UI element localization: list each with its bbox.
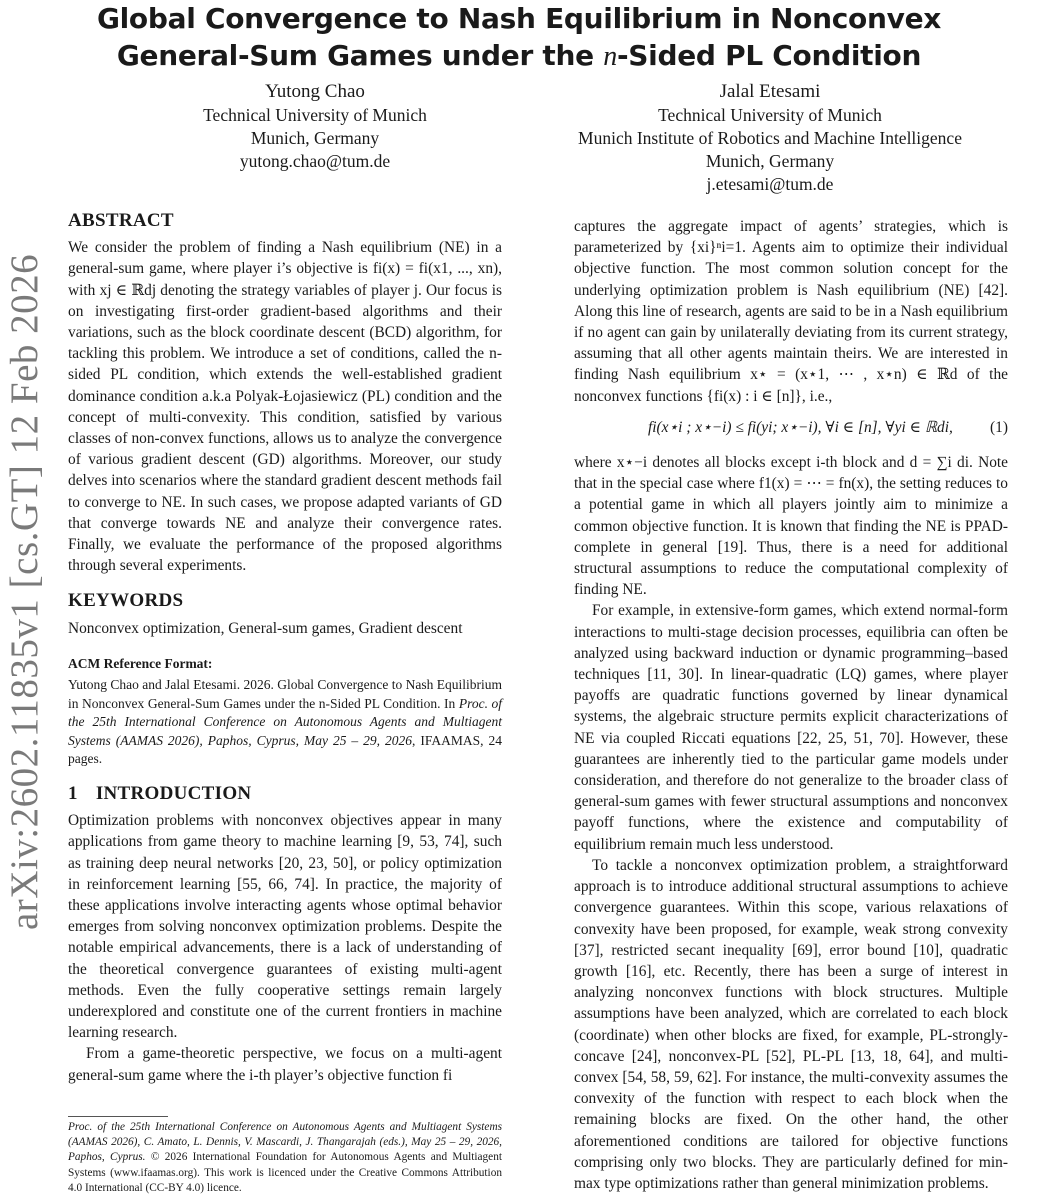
footnote-rule xyxy=(68,1116,168,1117)
author-location: Munich, Germany xyxy=(250,128,380,148)
right-column xyxy=(574,216,1008,1194)
section-number: 1 xyxy=(68,783,78,805)
title-line-1: Global Convergence to Nash Equilibrium in Nonconvex xyxy=(96,2,942,35)
arxiv-watermark: arXiv:2602.11835v1 [cs.GT] 12 Feb 2026 xyxy=(3,253,46,930)
equation-number: (1) xyxy=(990,418,1008,436)
right-paragraph-4: To tackle a nonconvex optimization problem, a straightforward approach is to introduce additional structural assumptions to achieve convergence guarantees. Within this scope, various relaxations of convexity have been proposed, for example, weak strong convexity [37], restricted secant inequality [69], error bound [10], quadratic growth [16], etc. Recently, there has been a surge of interest in analyzing nonconvex functions with block structures. Multiple assumptions have been analyzed, which are correlated to each block (coordinate) when other blocks are fixed, for example, PL-strongly-concave [24], nonconvex-PL [52], PL-PL [13, 18, 64], and multi-convex [54, 58, 59, 62]. For instance, the multi-convexity assumes the convexity of the function with respect to each block when the remaining blocks are fixed. On the other hand, the other aforementioned conditions are tailored for objective functions comprising only two blocks. They are particularly defined for min-max type optimizations rather than general minimization problems. xyxy=(574,856,1008,1192)
author-block-1 xyxy=(160,80,470,173)
author-location: Munich, Germany xyxy=(705,151,835,171)
right-paragraph-1: captures the aggregate impact of agents’ strategies, which is parameterized by {xi}ⁿi=1. Agents aim to optimize their individual objective function. The most common solution concept for the underlying optimization problem is Nash equilibrium (NE) [42]. Along this line of research, agents are said to be in a Nash equilibrium if no agent can gain by unilaterally deviating from its current strategy, assuming that all other agents maintain theirs. We are interested in finding Nash equilibrium x⋆ = (x⋆1, ⋯ , x⋆n) ∈ ℝd of the nonconvex functions {fi(x) : i ∈ [n]}, i.e., xyxy=(574,218,1008,405)
equation-body: fi(x⋆i ; x⋆−i) ≤ fi(yi; x⋆−i), ∀i ∈ [n], ∀yi ∈ ℝdi, xyxy=(648,418,953,436)
author-email[interactable]: yutong.chao@tum.de xyxy=(239,151,391,171)
acm-reference-text xyxy=(68,676,502,769)
title-line-2-post: -Sided PL Condition xyxy=(616,39,922,72)
paper-title xyxy=(60,0,978,75)
keywords-text: Nonconvex optimization, General-sum games, Gradient descent xyxy=(68,619,463,637)
acm-text-pre: Yutong Chao and Jalal Etesami. 2026. Global Convergence to Nash Equilibrium in Nonconvex General-Sum Games under the n-Sided PL Condition. In xyxy=(68,677,502,711)
footnote-proceedings: Proc. of the 25th International Conference on Autonomous Agents and Multiagent Systems (AAMAS 2026), C. Amato, L. Dennis, V. Mascardi, J. Thangarajah (eds.), May 25 – 29, 2026, Paphos, Cyprus. xyxy=(68,1121,502,1164)
author-affiliation: Technical University of Munich xyxy=(658,105,882,125)
copyright-footnote xyxy=(68,1120,502,1196)
right-paragraph-2: where x⋆−i denotes all blocks except i-th block and d = ∑i di. Note that in the special case where f1(x) = ⋯ = fn(x), the setting reduces to a potential game in which all players jointly aim to minimize a common objective function. It is known that finding the NE is PPAD-complete in general [19]. Thus, there is a need for additional structural assumptions to reduce the computational complexity of finding NE. xyxy=(574,454,1008,599)
abstract-text: We consider the problem of finding a Nash equilibrium (NE) in a general-sum game, where player i’s objective is fi(x) = fi(x1, ..., xn), with xj ∈ ℝdj denoting the strategy variables of player j. Our focus is on investigating first-order gradient-based algorithms and their variations, such as the block coordinate descent (BCD) algorithm, for tackling this problem. We introduce a set of conditions, called the n-sided PL condition, which extends the well-established gradient dominance condition a.k.a Polyak-Łojasiewicz (PL) condition and the concept of multi-convexity. This condition, satisfied by various classes of non-convex functions, allows us to analyze the convergence of various gradient descent (GD) algorithms. Moreover, our study delves into scenarios where the standard gradient descent methods fail to converge to NE. In such cases, we propose adapted variants of GD that converge towards NE and analyze their convergence rates. Finally, we evaluate the performance of the proposed algorithms through several experiments. xyxy=(68,239,502,575)
author-name: Yutong Chao xyxy=(265,81,365,102)
intro-paragraph-2: From a game-theoretic perspective, we focus on a multi-agent general-sum game where the i-th player’s objective function fi xyxy=(68,1045,502,1084)
acm-text-post: , IFAAMAS, 24 pages. xyxy=(68,732,502,767)
title-line-2-pre: General-Sum Games under the xyxy=(116,39,604,72)
equation-1 xyxy=(574,417,1008,438)
intro-paragraph-1: Optimization problems with nonconvex objectives appear in many applications from game theory to machine learning [9, 53, 74], such as training deep neural networks [20, 23, 50], or policy optimization in reinforcement learning [55, 66, 74]. In practice, the majority of these applications involve interacting agents whose optimal behavior emerges from solving nonconvex optimization problems. Despite the notable empirical advancements, there is a lack of understanding of the theoretical convergence guarantees of existing multi-agent methods. Even the fully cooperative settings remain largely underexplored and constitute one of the current frontiers in machine learning research. xyxy=(68,812,502,1042)
acm-text-venue: Proc. of the 25th International Conference on Autonomous Agents and Multiagent Systems (AAMAS 2026), Paphos, Cyprus, May 25 – 29, 2026 xyxy=(68,695,502,748)
title-line-2-italic: n xyxy=(603,41,617,72)
introduction-heading xyxy=(68,783,502,804)
acm-reference-heading: ACM Reference Format: xyxy=(68,655,213,671)
section-title: INTRODUCTION xyxy=(95,783,252,805)
author-affiliation: Technical University of Munich xyxy=(203,105,427,125)
author-name: Jalal Etesami xyxy=(719,81,821,102)
right-paragraph-3: For example, in extensive-form games, which extend normal-form interactions to multi-stage decision processes, equilibria can often be analyzed using backward induction or dynamic programming–based techniques [11, 30]. In linear-quadratic (LQ) games, where player payoffs are quadratic functions governed by linear dynamical systems, the algebraic structure permits explicit characterizations of NE via coupled Riccati equations [22, 25, 51, 70]. However, these guarantees are inherently tied to the particular game models under consideration, and therefore do not generalize to the broader class of general-sum games with fewer structural assumptions and nonconvex payoff functions, where the existence and computability of equilibrium remain much less understood. xyxy=(574,602,1008,853)
keywords-heading: KEYWORDS xyxy=(68,590,184,612)
author-institute: Munich Institute of Robotics and Machine Intelligence xyxy=(578,128,962,148)
author-email[interactable]: j.etesami@tum.de xyxy=(706,174,834,194)
left-column xyxy=(68,210,502,1086)
footnote-license: © 2026 International Foundation for Autonomous Agents and Multiagent Systems (www.ifaamas.org). This work is licenced under the Creative Commons Attribution 4.0 International (CC-BY 4.0) licence. xyxy=(68,1151,502,1194)
author-block-2 xyxy=(560,80,980,196)
abstract-heading: ABSTRACT xyxy=(68,210,174,231)
